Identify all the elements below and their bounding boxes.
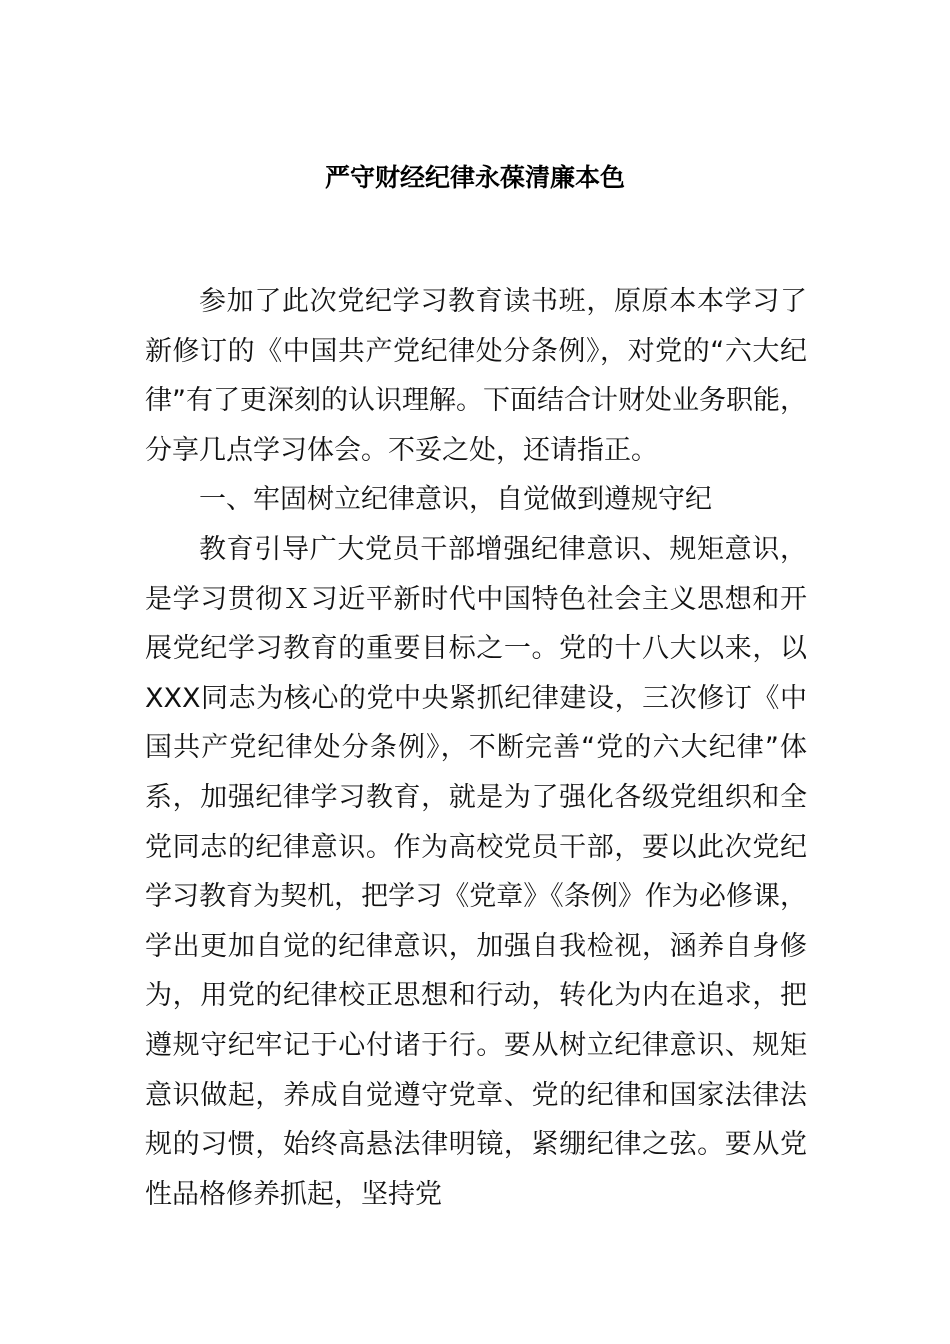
section-heading-1: 一、牢固树立纪律意识，自觉做到遵规守纪 <box>199 484 712 516</box>
paragraph-intro: 参加了此次党纪学习教育读书班，原原本本学习了新修订的《中国共产党纪律处分条例》，对党的“六大纪律”有了更深刻的认识理解。下面结合计财处业务职能，分享几点学习体会。不妥之处，还请指正。 <box>145 286 807 466</box>
document-title: 严守财经纪律永葆清廉本色 <box>324 163 625 192</box>
document-body <box>145 277 807 1219</box>
paragraph-section-1: 教育引导广大党员干部增强纪律意识、规矩意识，是学习贯彻Ｘ习近平新时代中国特色社会主义思想和开展党纪学习教育的重要目标之一。党的十八大以来，以XXX同志为核心的党中央紧抓纪律建设，三次修订《中国共产党纪律处分条例》，不断完善“党的六大纪律”体系，加强纪律学习教育，就是为了强化各级党组织和全党同志的纪律意识。作为高校党员干部，要以此次党纪学习教育为契机，把学习《党章》《条例》作为必修课，学出更加自觉的纪律意识，加强自我检视，涵养自身修为，用党的纪律校正思想和行动，转化为内在追求，把遵规守纪牢记于心付诸于行。要从树立纪律意识、规矩意识做起，养成自觉遵守党章、党的纪律和国家法律法规的习惯，始终高悬法律明镜，紧绷纪律之弦。要从党性品格修养抓起，坚持党 <box>145 533 807 1210</box>
